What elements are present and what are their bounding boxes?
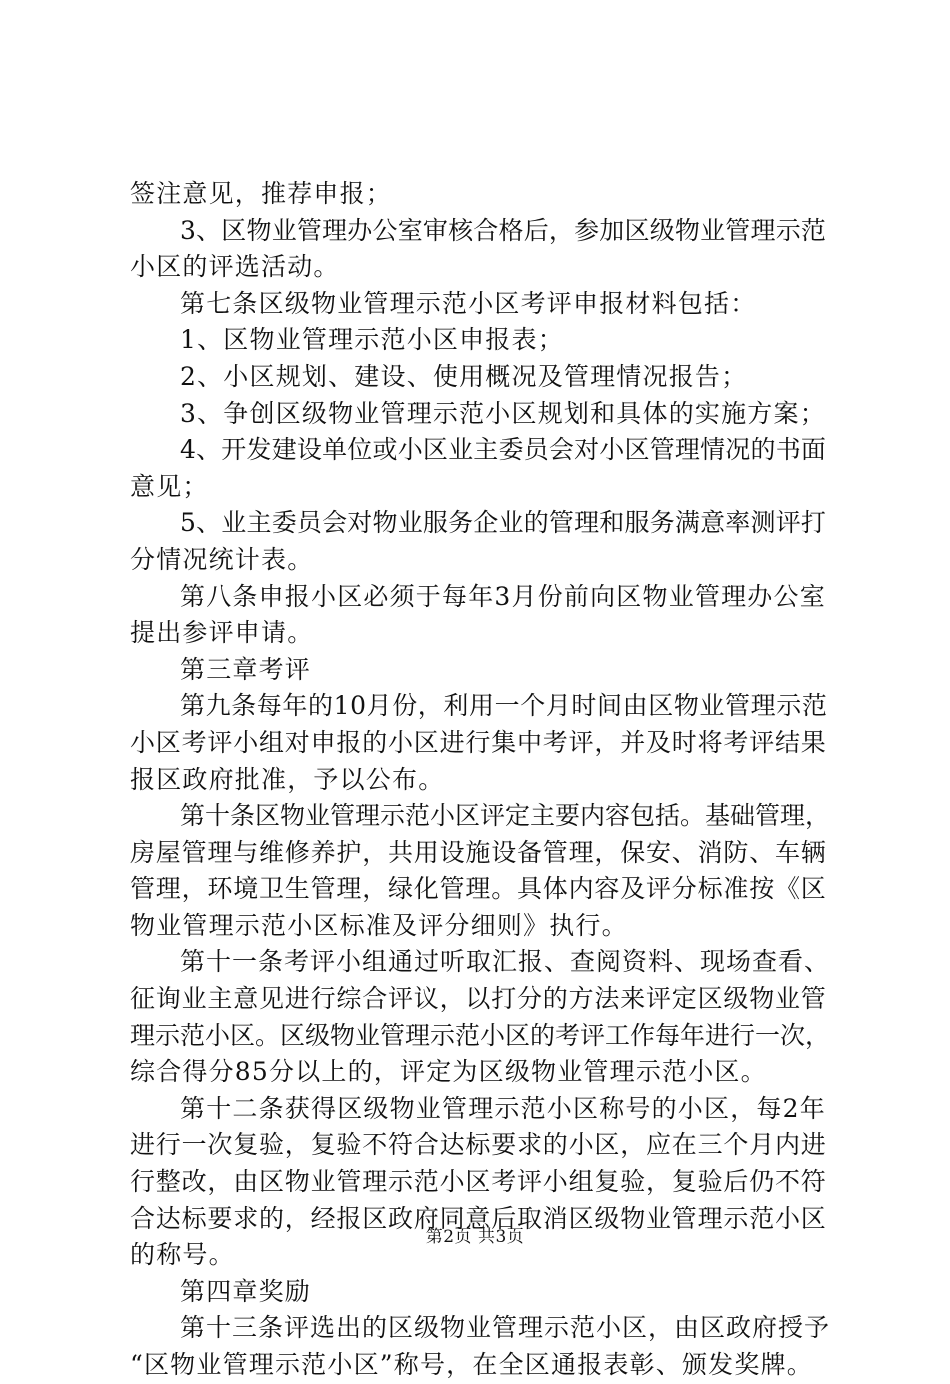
text-line: 行整改，由区物业管理示范小区考评小组复验，复验后仍不符	[130, 1167, 827, 1197]
text-line: 综合得分85分以上的，评定为区级物业管理示范小区。	[130, 1057, 767, 1087]
text-line: 物业管理示范小区标准及评分细则》执行。	[130, 910, 628, 940]
text-line: 意见；	[130, 471, 209, 501]
text-line: 报区政府批准，予以公布。	[130, 764, 445, 794]
text-line: 的称号。	[130, 1240, 235, 1270]
text-line: 房屋管理与维修养护，共用设施设备管理，保安、消防、车辆	[130, 837, 827, 867]
text-line: 小区的评选活动。	[130, 252, 340, 282]
text-line: 分情况统计表。	[130, 544, 314, 574]
document-body	[130, 176, 830, 1384]
text-line: 理示范小区。区级物业管理示范小区的考评工作每年进行一次，	[130, 1020, 831, 1050]
text-line: 小区考评小组对申报的小区进行集中考评，并及时将考评结果	[130, 727, 827, 757]
text-line: 5、业主委员会对物业服务企业的管理和服务满意率测评打	[180, 508, 827, 538]
text-line: 第十条区物业管理示范小区评定主要内容包括。基础管理，	[180, 801, 831, 831]
text-line: 第九条每年的10月份，利用一个月时间由区物业管理示范	[180, 691, 828, 721]
text-line: 第十二条获得区级物业管理示范小区称号的小区，每2年	[180, 1093, 826, 1123]
text-line: 1、区物业管理示范小区申报表；	[180, 325, 564, 355]
text-line: 第四章奖励	[180, 1276, 312, 1306]
text-line: 第十三条评选出的区级物业管理示范小区，由区政府授予	[180, 1313, 831, 1343]
text-line: 进行一次复验，复验不符合达标要求的小区，应在三个月内进	[130, 1130, 827, 1160]
text-line: 第七条区级物业管理示范小区考评申报材料包括：	[180, 288, 757, 318]
text-line: 2、小区规划、建设、使用概况及管理情况报告；	[180, 361, 748, 391]
text-line: 管理，环境卫生管理，绿化管理。具体内容及评分标准按《区	[130, 874, 827, 904]
text-line: 3、区物业管理办公室审核合格后，参加区级物业管理示范	[180, 215, 827, 245]
text-line: 提出参评申请。	[130, 618, 314, 648]
text-line: 签注意见，推荐申报；	[130, 179, 393, 208]
text-line: 第三章考评	[180, 654, 312, 684]
page-footer: 第2页 共3页	[425, 1227, 525, 1247]
text-line: 第八条申报小区必须于每年3月份前向区物业管理办公室	[180, 581, 826, 611]
text-line: 第十一条考评小组通过听取汇报、查阅资料、现场查看、	[180, 947, 831, 977]
text-line: 合达标要求的，经报区政府同意后取消区级物业管理示范小区	[130, 1203, 827, 1233]
text-line: 征询业主意见进行综合评议，以打分的方法来评定区级物业管	[130, 984, 827, 1014]
text-line: 4、开发建设单位或小区业主委员会对小区管理情况的书面	[180, 435, 827, 465]
text-line: “区物业管理示范小区”称号，在全区通报表彰、颁发奖牌。	[130, 1350, 813, 1379]
text-line: 3、争创区级物业管理示范小区规划和具体的实施方案；	[180, 398, 826, 428]
